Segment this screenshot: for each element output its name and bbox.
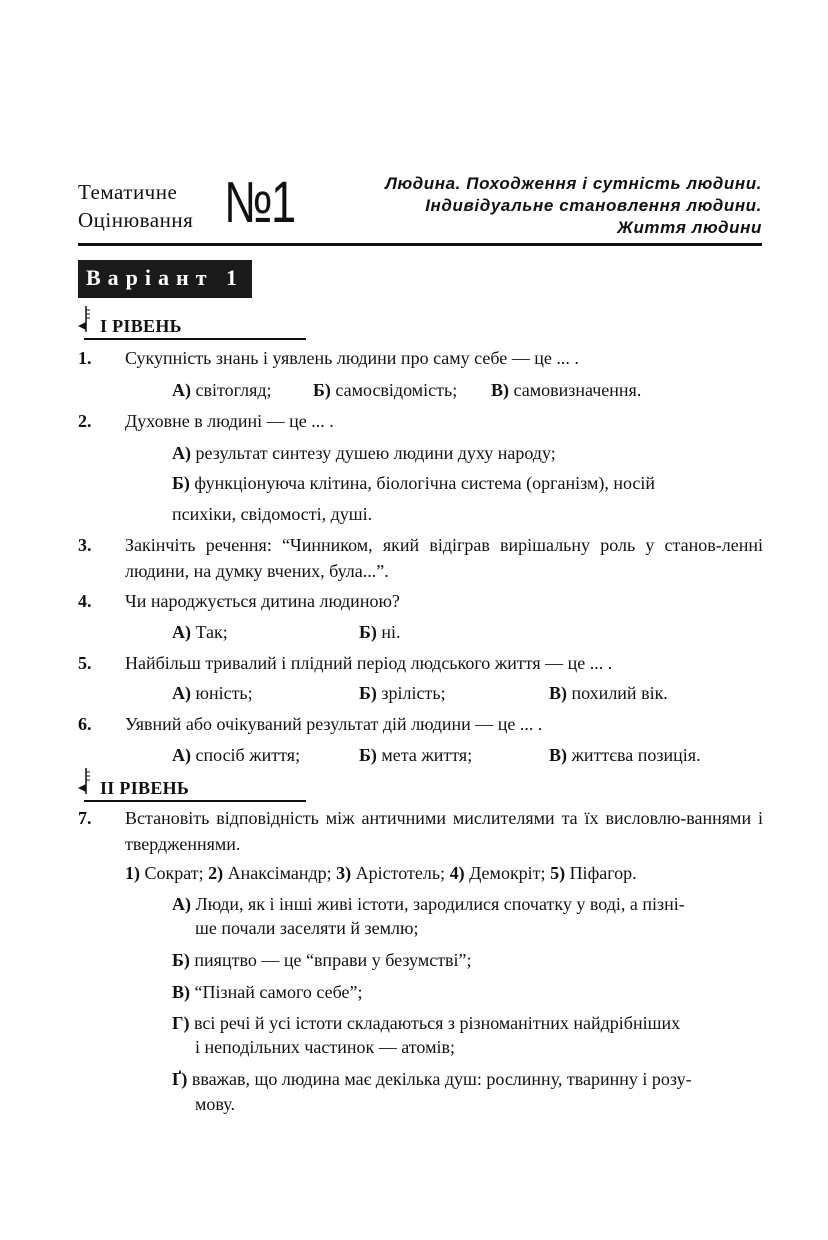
- q4-option-a: А) Так;: [172, 622, 228, 642]
- level-2-label: ІІ РІВЕНЬ: [100, 778, 190, 798]
- level-1-label: І РІВЕНЬ: [100, 316, 182, 336]
- question-text: Уявний або очікуваний результат дій людини — це ... .: [125, 714, 543, 734]
- question-text: Встановіть відповідність між античними мислителями та їх висловлю-ваннями і твердженнями.: [125, 808, 763, 854]
- question-number: 3.: [78, 535, 92, 555]
- variant-label: Варіант 1: [78, 260, 252, 298]
- q6-option-a: А) спосіб життя;: [172, 745, 301, 765]
- q7-option-e: Ґ) вважав, що людина має декілька душ: рослинну, тваринну і розу-: [172, 1069, 692, 1089]
- level-marker-icon: [78, 766, 92, 796]
- title-line-2: Оцінювання: [78, 208, 194, 232]
- question-text: Сукупність знань і уявлень людини про саму себе — це ... .: [125, 348, 579, 368]
- question-5: [78, 650, 764, 676]
- question-number: 2.: [78, 411, 92, 431]
- question-text: Найбільш тривалий і плідний період людського життя — це ... .: [125, 653, 613, 673]
- q7-thinkers: 1) Сократ; 2) Анаксімандр; 3) Арістотель; 4) Демокріт; 5) Піфагор.: [125, 863, 637, 883]
- question-6: [78, 711, 764, 737]
- q7-option-c: В) “Пізнай самого себе”;: [172, 982, 363, 1002]
- question-number: 5.: [78, 653, 92, 673]
- question-2: [78, 408, 764, 434]
- q4-option-b: Б) ні.: [359, 622, 401, 642]
- question-number: 7.: [78, 808, 92, 828]
- question-number: 4.: [78, 591, 92, 611]
- q1-option-c: В) самовизначення.: [491, 380, 642, 400]
- topic-title: [322, 173, 762, 239]
- title-line-1: Тематичне: [78, 180, 178, 204]
- question-text: Духовне в людині — це ... .: [125, 411, 334, 431]
- level-marker-icon: [78, 304, 92, 334]
- q7-option-b: Б) пияцтво — це “вправи у безумстві”;: [172, 950, 472, 970]
- q5-option-a: А) юність;: [172, 683, 253, 703]
- question-text: Закінчіть речення: “Чинником, який відіграв вирішальну роль у станов-ленні людини, на думку вчених, була...”.: [125, 535, 763, 581]
- question-number: 1.: [78, 348, 92, 368]
- q7-option-a-cont: ше почали заселяти й землю;: [195, 918, 419, 938]
- q7-option-d: Г) всі речі й усі істоти складаються з різноманітних найдрібніших: [172, 1013, 681, 1033]
- test-number: №1: [224, 170, 295, 235]
- q2-option-b-cont: психіки, свідомості, душі.: [172, 504, 373, 524]
- q1-option-a: А) світогляд;: [172, 380, 272, 400]
- q7-option-a: А) Люди, як і інші живі істоти, зародилися спочатку у воді, а пізні-: [172, 894, 685, 914]
- topic-line-2: Індивідуальне становлення людини.: [425, 196, 762, 215]
- question-3: [78, 532, 764, 584]
- level-2-underline: [84, 800, 306, 802]
- question-4: [78, 588, 764, 614]
- q7-option-e-cont: мову.: [195, 1094, 235, 1114]
- q5-option-c: В) похилий вік.: [549, 683, 668, 703]
- q2-option-b: Б) функціонуюча клітина, біологічна система (організм), носій: [172, 473, 656, 493]
- q2-option-a: А) результат синтезу душею людини духу народу;: [172, 443, 556, 463]
- question-1: [78, 345, 764, 371]
- q6-option-b: Б) мета життя;: [359, 745, 473, 765]
- header-title: [78, 178, 218, 234]
- topic-line-3: Життя людини: [617, 218, 762, 237]
- header-divider: [78, 243, 762, 246]
- q1-option-b: Б) самосвідомість;: [313, 380, 458, 400]
- question-text: Чи народжується дитина людиною?: [125, 591, 400, 611]
- q5-option-b: Б) зрілість;: [359, 683, 446, 703]
- q6-option-c: В) життєва позиція.: [549, 745, 701, 765]
- level-1-underline: [84, 338, 306, 340]
- question-7: [78, 805, 764, 857]
- question-number: 6.: [78, 714, 92, 734]
- topic-line-1: Людина. Походження і сутність людини.: [385, 174, 762, 193]
- q7-option-d-cont: і неподільних частинок — атомів;: [195, 1037, 455, 1057]
